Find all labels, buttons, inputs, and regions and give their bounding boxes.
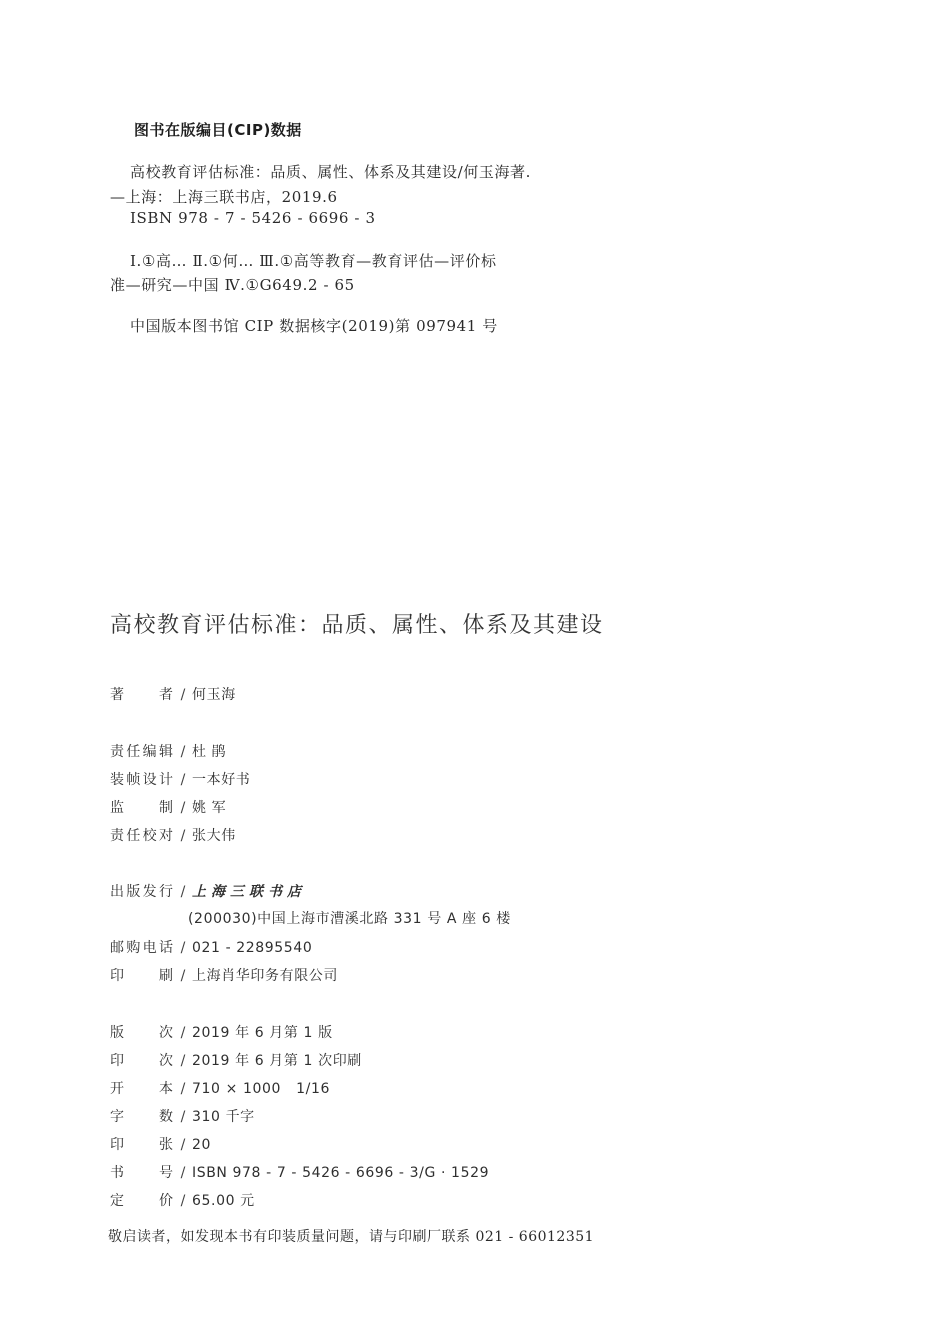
- cip-isbn-line: ISBN 978 - 7 - 5426 - 6696 - 3: [130, 209, 376, 227]
- book-number-value: ISBN 978 - 7 - 5426 - 6696 - 3/G · 1529: [192, 1165, 490, 1181]
- book-title: 高校教育评估标准：品质、属性、体系及其建设: [110, 613, 604, 638]
- sheets-label: 印张: [110, 1137, 174, 1153]
- cip-record-number: 中国版本图书馆 CIP 数据核字(2019)第 097941 号: [130, 317, 498, 335]
- word-count-label: 字数: [110, 1109, 174, 1125]
- author-value: 何玉海: [192, 687, 236, 703]
- edition-value: 2019 年 6 月第 1 版: [192, 1025, 333, 1041]
- book-number-label: 书号: [110, 1165, 174, 1181]
- author-row: [110, 684, 236, 704]
- reader-notice: 敬启读者，如发现本书有印装质量问题，请与印刷厂联系 021 - 66012351: [108, 1229, 595, 1245]
- separator: /: [180, 1165, 186, 1181]
- publisher-logo-text: 上海三联书店: [192, 884, 306, 900]
- edition-label: 版次: [110, 1025, 174, 1041]
- cip-title-line: 高校教育评估标准：品质、属性、体系及其建设/何玉海著.: [130, 163, 532, 181]
- separator: /: [180, 687, 186, 703]
- printer-label: 印刷: [110, 968, 174, 984]
- editor-value: 杜 鹃: [192, 744, 227, 760]
- designer-label: 装帧设计: [110, 772, 174, 788]
- supervisor-label: 监制: [110, 800, 174, 816]
- separator: /: [180, 800, 186, 816]
- designer-value: 一本好书: [192, 772, 251, 788]
- format-value: 710 × 1000 1/16: [192, 1081, 330, 1097]
- proofreader-row: [110, 825, 236, 845]
- cip-classification-line: 准—研究—中国 Ⅳ.①G649.2 - 65: [110, 276, 355, 294]
- edition-row: [110, 1022, 333, 1042]
- mail-order-phone-value: 021 - 22895540: [192, 940, 313, 956]
- price-row: [110, 1190, 255, 1210]
- format-label: 开本: [110, 1081, 174, 1097]
- printer-row: [110, 965, 338, 985]
- printing-row: [110, 1050, 362, 1070]
- word-count-row: [110, 1106, 255, 1126]
- book-number-row: [110, 1162, 489, 1182]
- price-value: 65.00 元: [192, 1193, 255, 1209]
- separator: /: [180, 884, 186, 900]
- publisher-label: 出版发行: [110, 884, 174, 900]
- author-label: 著者: [110, 687, 174, 703]
- separator: /: [180, 1025, 186, 1041]
- sheets-row: [110, 1134, 211, 1154]
- mail-order-phone-row: [110, 937, 312, 957]
- mail-order-phone-label: 邮购电话: [110, 940, 174, 956]
- separator: /: [180, 772, 186, 788]
- publisher-address: (200030)中国上海市漕溪北路 331 号 A 座 6 楼: [188, 911, 511, 927]
- supervisor-row: [110, 797, 226, 817]
- proofreader-value: 张大伟: [192, 828, 236, 844]
- printing-label: 印次: [110, 1053, 174, 1069]
- separator: /: [180, 828, 186, 844]
- separator: /: [180, 1053, 186, 1069]
- separator: /: [180, 1081, 186, 1097]
- price-label: 定价: [110, 1193, 174, 1209]
- cip-heading: 图书在版编目(CIP)数据: [134, 121, 302, 139]
- editor-row: [110, 741, 226, 761]
- separator: /: [180, 1137, 186, 1153]
- word-count-value: 310 千字: [192, 1109, 255, 1125]
- designer-row: [110, 769, 250, 789]
- printer-value: 上海肖华印务有限公司: [192, 968, 338, 984]
- separator: /: [180, 1109, 186, 1125]
- editor-label: 责任编辑: [110, 744, 174, 760]
- separator: /: [180, 940, 186, 956]
- cip-publisher-line: —上海：上海三联书店，2019.6: [110, 188, 338, 206]
- cip-subject-line: Ⅰ.①高… Ⅱ.①何… Ⅲ.①高等教育—教育评估—评价标: [130, 252, 497, 270]
- separator: /: [180, 968, 186, 984]
- format-row: [110, 1078, 330, 1098]
- supervisor-value: 姚 军: [192, 800, 227, 816]
- sheets-value: 20: [192, 1137, 212, 1153]
- separator: /: [180, 744, 186, 760]
- publisher-row: [110, 881, 306, 901]
- proofreader-label: 责任校对: [110, 828, 174, 844]
- separator: /: [180, 1193, 186, 1209]
- printing-value: 2019 年 6 月第 1 次印刷: [192, 1053, 362, 1069]
